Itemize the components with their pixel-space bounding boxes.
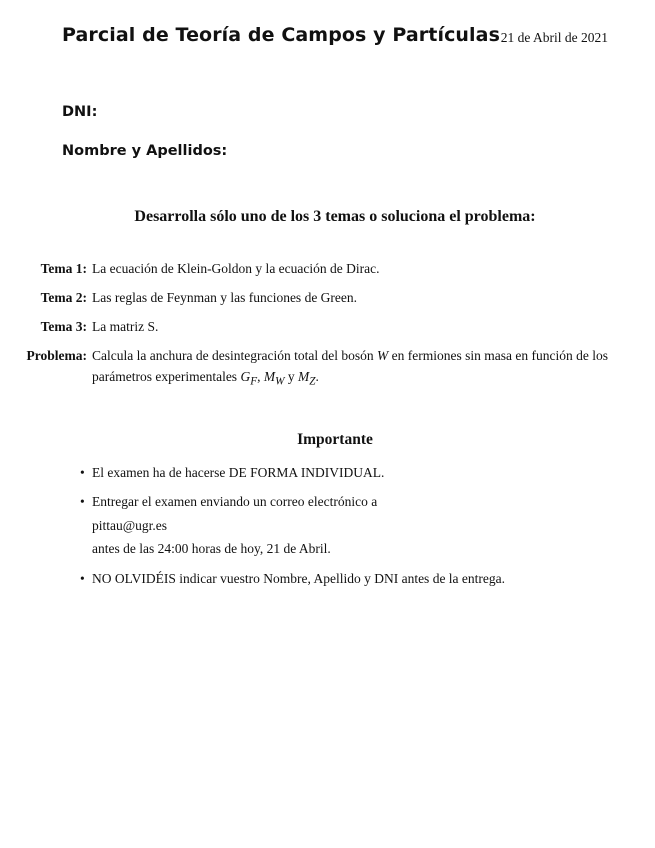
symbol-gf-sub: F (250, 375, 258, 388)
important-heading: Importante (297, 431, 373, 448)
email-address: pittau@ugr.es (92, 518, 168, 533)
symbol-w: W (376, 348, 389, 363)
topic-1-text: La ecuación de Klein-Goldon y la ecuación de Dirac. (92, 261, 380, 276)
exam-date: 21 de Abril de 2021 (500, 30, 608, 45)
problem-sep2: y (287, 369, 295, 384)
problem-end: . (315, 369, 319, 384)
symbol-mz: M (297, 369, 310, 384)
dni-label: DNI: (62, 104, 98, 120)
important-item-2-line1: Entregar el examen enviando un correo electrónico a (92, 494, 378, 509)
important-item-3: NO OLVIDÉIS indicar vuestro Nombre, Apellido y DNI antes de la entrega. (92, 571, 506, 586)
topic-2-key: Tema 2: (40, 290, 87, 305)
problem-text-a: Calcula la anchura de desintegración total del bosón (92, 348, 374, 363)
topic-3-key: Tema 3: (40, 319, 87, 334)
problem-text (92, 345, 608, 393)
important-item-2-line3: antes de las 24:00 horas de hoy, 21 de Abril. (92, 541, 331, 556)
problem-sep1: , (257, 369, 261, 384)
instructions-heading: Desarrolla sólo uno de los 3 temas o soluciona el problema: (134, 208, 536, 225)
name-label: Nombre y Apellidos: (62, 143, 228, 159)
symbol-mw: M (263, 369, 276, 384)
problem-key: Problema: (26, 348, 87, 363)
bullet-1: • (80, 465, 85, 480)
important-item-1: El examen ha de hacerse DE FORMA INDIVIDUAL. (92, 465, 385, 480)
bullet-3: • (80, 571, 85, 586)
exam-title: Parcial de Teoría de Campos y Partículas (62, 24, 501, 46)
symbol-mz-sub: Z (309, 375, 316, 388)
symbol-gf: G (240, 369, 251, 384)
symbol-mw-sub: W (275, 375, 285, 388)
topic-2-text: Las reglas de Feynman y las funciones de Green. (92, 290, 358, 305)
bullet-2: • (80, 494, 85, 509)
topic-3-text: La matriz S. (92, 319, 159, 334)
problem-text-b: en fermiones sin masa en función de los parámetros experimentales (92, 348, 609, 384)
topic-1-key: Tema 1: (40, 261, 87, 276)
